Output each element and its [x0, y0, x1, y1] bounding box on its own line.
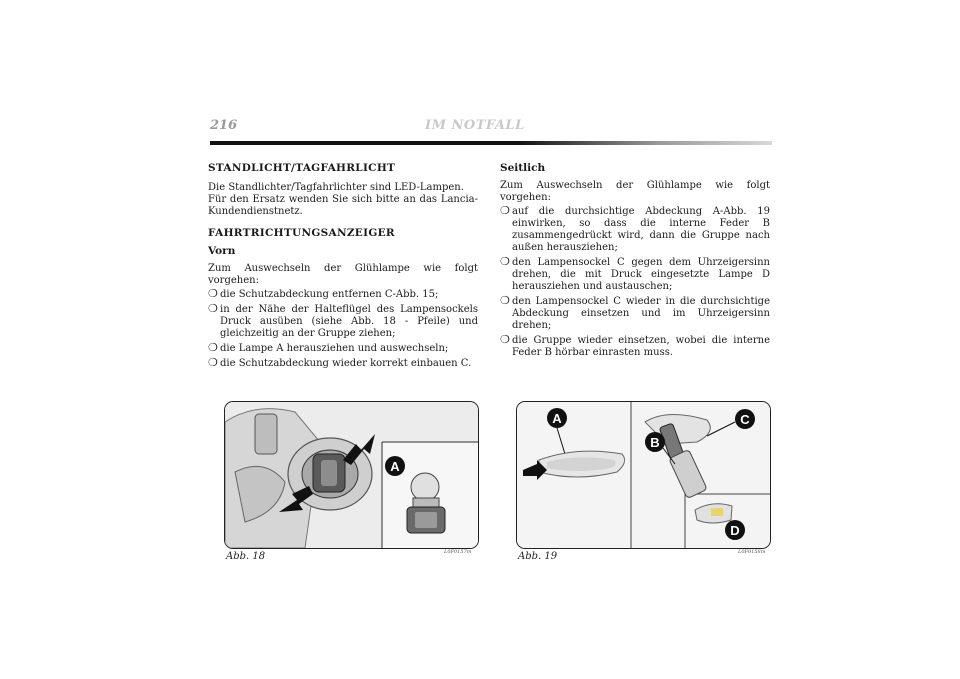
svg-text:C: C: [740, 412, 750, 427]
figure-abb-18: [224, 401, 479, 549]
intro-text: Zum Auswechseln der Glühlampe wie folgt vorgehen:: [500, 180, 770, 203]
header-rule: [210, 141, 772, 145]
bullet-icon: ❍: [500, 204, 510, 217]
bullet-icon: ❍: [208, 356, 218, 369]
bullet-icon: ❍: [208, 287, 218, 300]
heading-fahrtrichtungsanzeiger: FAHRTRICHTUNGSANZEIGER: [208, 227, 395, 239]
list-item: ❍ auf die durchsichtige Abdeckung A-Abb. 19 einwirken, so dass die interne Feder B zusammengedrückt wird, dann die Gruppe nach außen herausziehen;: [500, 204, 770, 253]
bullet-icon: ❍: [208, 341, 218, 354]
intro-text: Zum Auswechseln der Glühlampe wie folgt vorgehen:: [208, 263, 478, 286]
subheading-seitlich: Seitlich: [500, 162, 546, 174]
list-item: ❍ den Lampensockel C gegen dem Uhrzeigersinn drehen, die mit Druck eingesetzte Lampe D herausziehen und austauschen;: [500, 255, 770, 292]
figure-code-18: L0F0157m: [444, 549, 472, 555]
list-item: ❍ die Lampe A herausziehen und auswechseln;: [208, 341, 449, 354]
paragraph-led: Die Standlichter/Tagfahrlichter sind LED-Lampen.: [208, 182, 464, 193]
instruction-list: [500, 206, 770, 359]
svg-text:D: D: [730, 523, 740, 538]
left-column: [208, 162, 478, 373]
section-title: IM NOTFALL: [425, 118, 525, 133]
caption-abb-19: Abb. 19: [518, 551, 558, 562]
paragraph-kundendienst: Für den Ersatz wenden Sie sich bitte an das Lancia-Kundendienstnetz.: [208, 194, 478, 217]
list-item: ❍ die Schutzabdeckung entfernen C-Abb. 15;: [208, 287, 439, 300]
figure-abb-19: [516, 401, 771, 549]
caption-abb-18: Abb. 18: [226, 551, 266, 562]
bullet-icon: ❍: [500, 333, 510, 346]
heading-standlicht: STANDLICHT/TAGFAHRLICHT: [208, 162, 396, 174]
page-number: 216: [210, 118, 238, 133]
list-item: ❍ die Gruppe wieder einsetzen, wobei die interne Feder B hörbar einrasten muss.: [500, 333, 770, 358]
bullet-icon: ❍: [208, 302, 218, 315]
page-header: [210, 118, 772, 148]
figure-code-19: L0F0158m: [738, 549, 766, 555]
instruction-list: [208, 289, 478, 370]
svg-text:A: A: [552, 411, 562, 426]
headlamp-illustration: [225, 402, 478, 548]
side-indicator-illustration: [517, 402, 770, 548]
subheading-vorn: Vorn: [208, 245, 236, 257]
right-column: [500, 162, 770, 362]
bullet-icon: ❍: [500, 294, 510, 307]
list-item: ❍ den Lampensockel C wieder in die durchsichtige Abdeckung einsetzen und im Uhrzeigersinn drehen;: [500, 294, 770, 331]
svg-text:A: A: [390, 459, 400, 474]
list-item: ❍ in der Nähe der Halteflügel des Lampensockels Druck ausüben (siehe Abb. 18 - Pfeile) und gleichzeitig an der Gruppe ziehen;: [208, 302, 478, 339]
svg-text:B: B: [650, 435, 660, 450]
list-item: ❍ die Schutzabdeckung wieder korrekt einbauen C.: [208, 356, 472, 369]
bullet-icon: ❍: [500, 255, 510, 268]
